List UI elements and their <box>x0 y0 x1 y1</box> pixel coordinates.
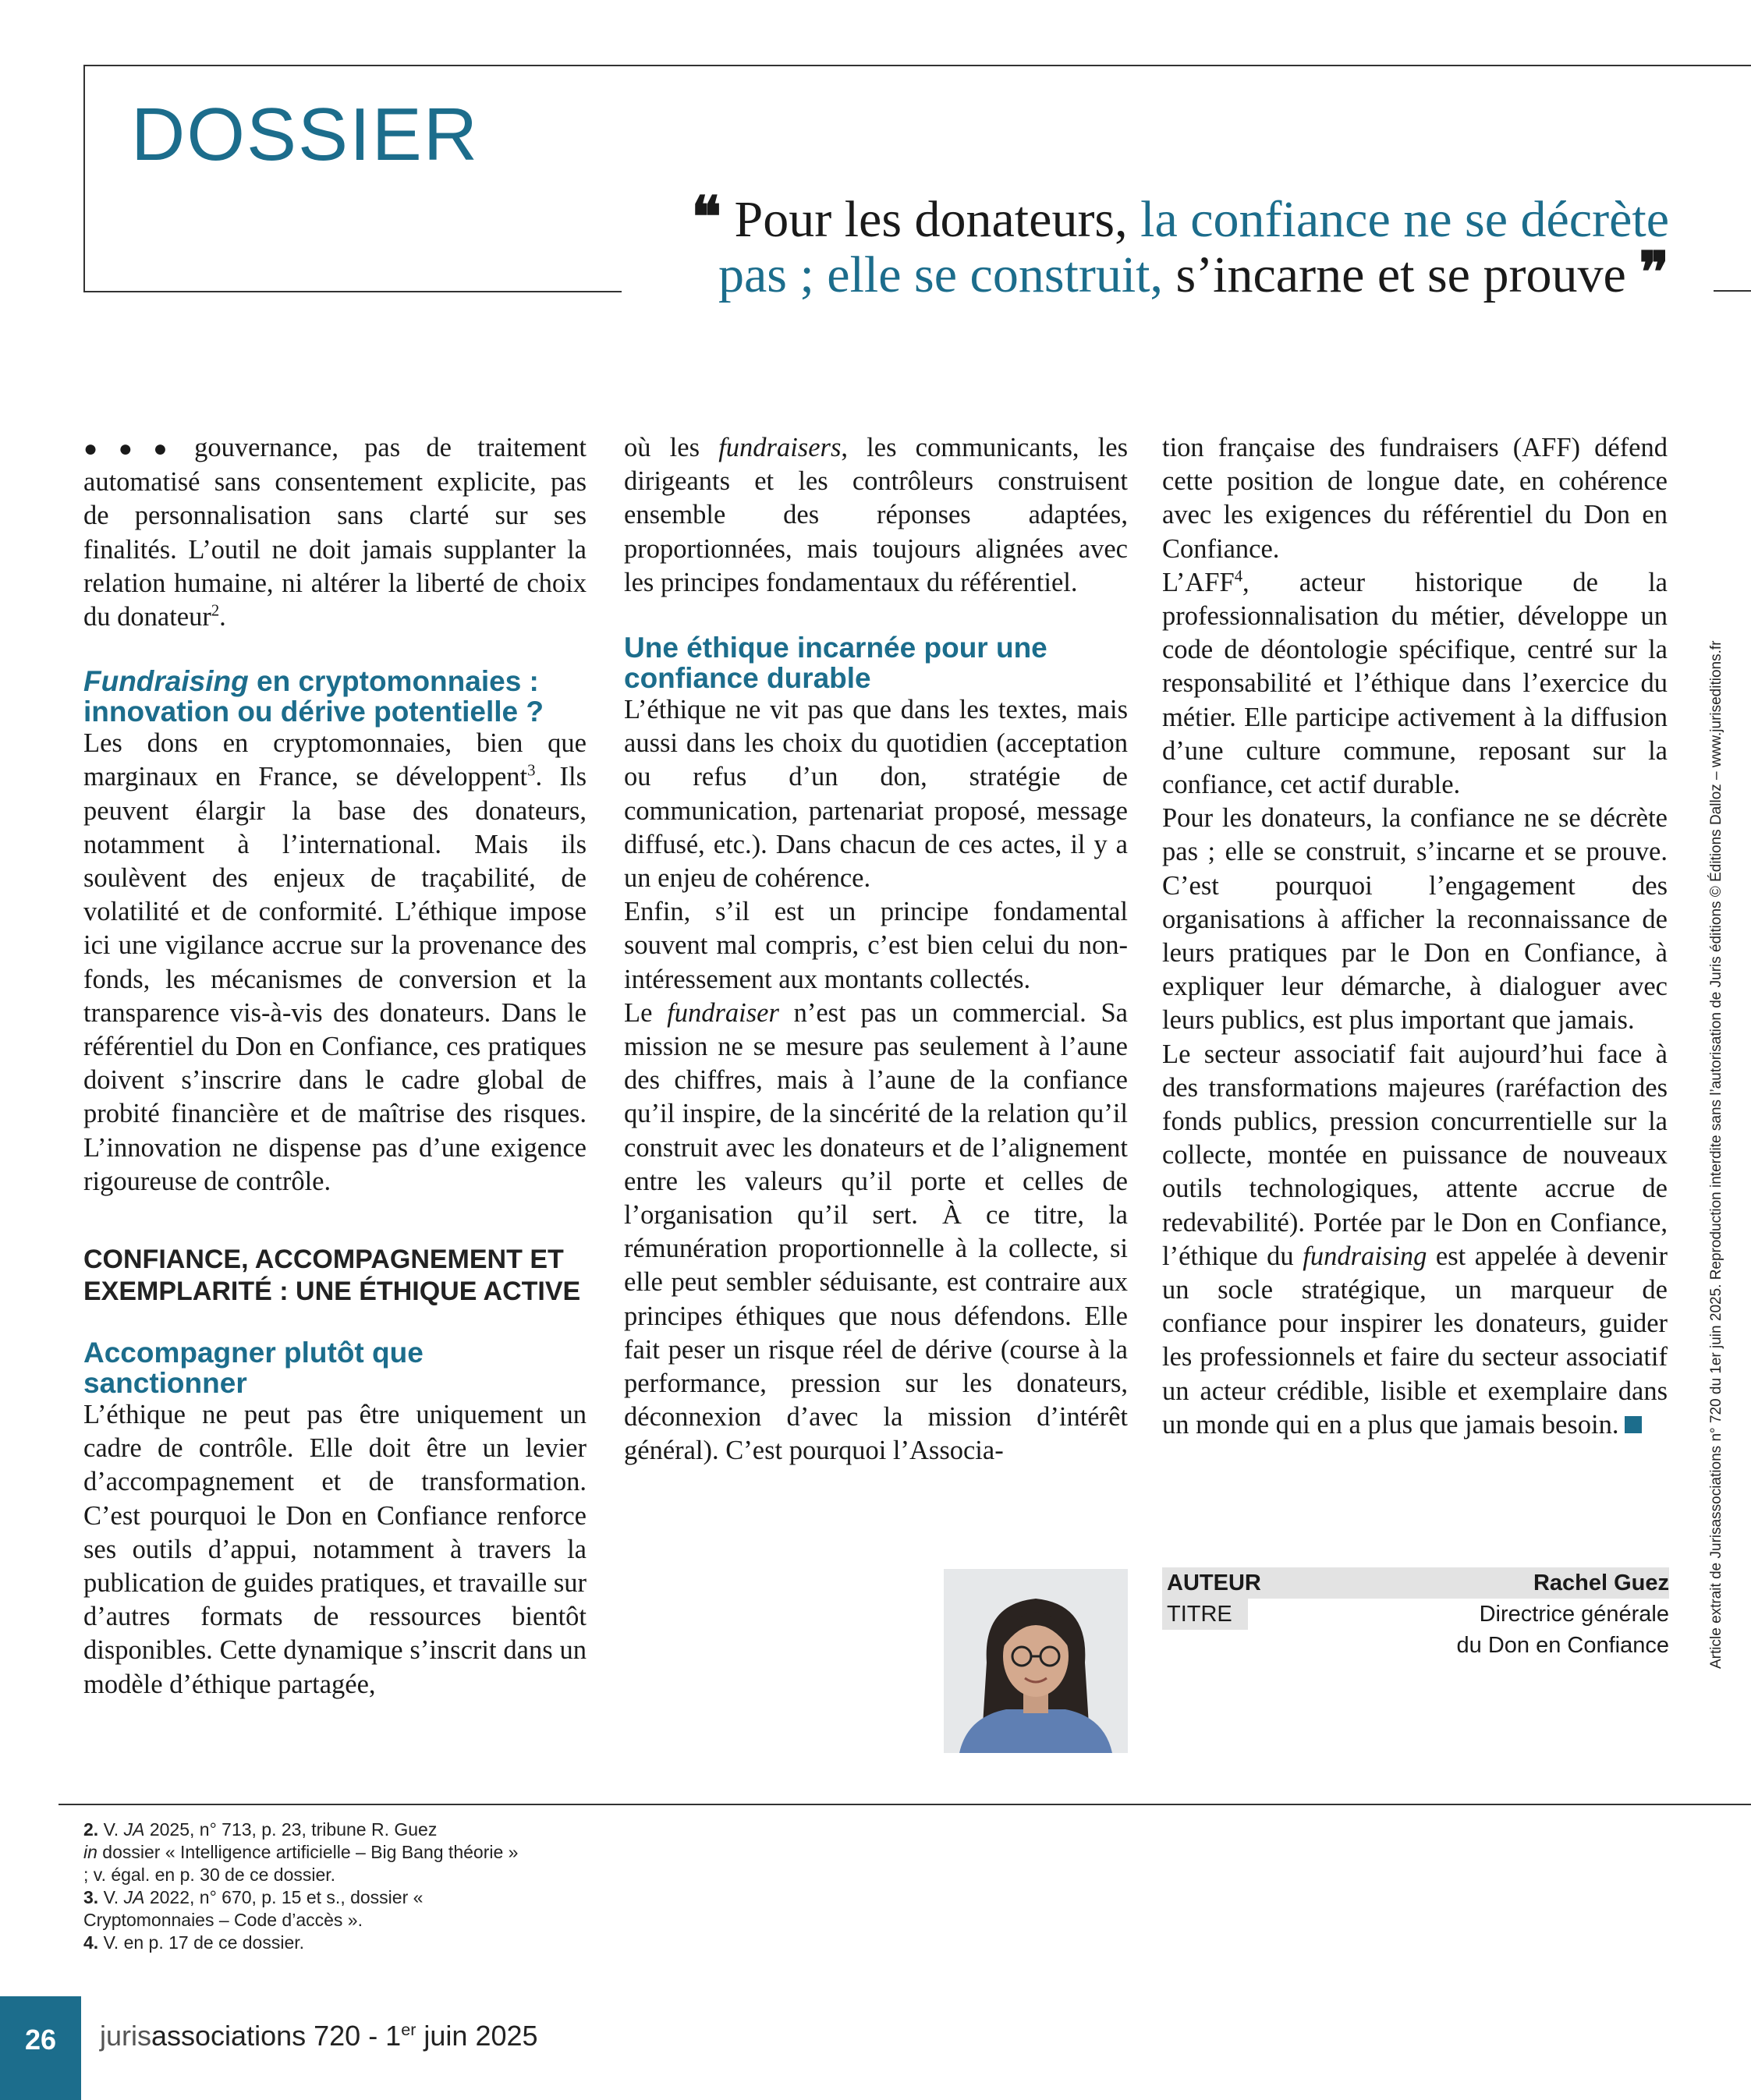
paragraph <box>624 997 1128 1468</box>
page-number: 26 <box>24 2024 57 2056</box>
paragraph-text: , acteur historique de la professionnalisation du métier, développe un code de déontologie spécifique, centré sur la responsabilité et l’éthique dans l’exercice du métier. Elle participe activement à la diffusion d’une culture commune, reposant sur la confiance, cet actif durable. <box>1162 567 1668 800</box>
paragraph: tion française des fundraisers (AFF) défend cette position de longue date, en cohérence avec les exigences du référentiel du Don en Confiance. <box>1162 433 1668 564</box>
footnotes <box>83 1818 520 1954</box>
paragraph-text: où les <box>624 433 719 462</box>
copyright-side-text: Article extrait de Jurisassociations n° 720 du 1er juin 2025. Reproduction interdite sans l’autorisation de Juris éditions © Éditions Dalloz – www.juriseditions.fr <box>1708 640 1724 1669</box>
quote-highlight: la confiance ne se décrète pas ; elle se construit, <box>718 191 1669 303</box>
footnote-ref: 2 <box>211 602 220 620</box>
article-column-1 <box>83 431 587 1702</box>
paragraph-text: n’est pas un commercial. Sa mission ne se mesure pas seulement à l’aune des chiffres, mais à l’aune de la confiance qu’il inspire, de la sincérité de la relation qu’il construit avec les donateurs et de l’alignement entre les valeurs qu’il porte et celles de l’organisation qu’il sert. À ce titre, la rémunération proportionnelle à la collecte, si elle peut sembler séduisante, est contraire aux principes éthiques que nous défendons. Elle fait peser un risque réel de dérive (course à la performance, pression sur les donateurs, déconnexion d’avec la mission d’intérêt général). C’est pourquoi l’Associa- <box>624 997 1128 1466</box>
paragraph <box>1162 566 1668 802</box>
paragraph-italic: fundraising <box>1303 1241 1427 1271</box>
author-info <box>1162 1567 1669 1661</box>
author-name: Rachel Guez <box>1533 1570 1669 1595</box>
issue-date: juin 2025 <box>416 2020 538 2052</box>
paragraph-italic: fundraisers <box>718 433 842 462</box>
paragraph <box>83 431 587 634</box>
paragraph-text: Le secteur associatif fait aujourd’hui face à des transformations majeures (raréfaction des fonds publics, pression concurrentielle sur la collecte, montée en puissance de nouveaux outils technologiques, attente accrue de redevabilité). Portée par le Don en Confiance, l’éthique du <box>1162 1039 1668 1271</box>
subheading-crypto <box>83 666 587 727</box>
footnote-text: dossier « Intelligence artificielle – Big Bang théorie » ; v. égal. en p. 30 de ce dossier. <box>83 1842 519 1885</box>
paragraph-text: Les dons en cryptomonnaies, bien que marginaux en France, se développent <box>83 728 587 792</box>
footnote-italic: in <box>83 1842 97 1862</box>
title-row <box>1162 1599 1669 1630</box>
paragraph: L’éthique ne peut pas être uniquement un cadre de contrôle. Elle doit être un levier d’accompagnement et de transformation. C’est pourquoi le Don en Confiance renforce ses outils d’appui, notamment à travers la publication de guides pratiques, et travaille sur d’autres formats de ressources bientôt disponibles. Cette dynamique s’inscrit dans un modèle d’éthique partagée, <box>83 1400 587 1699</box>
pull-quote <box>655 186 1669 304</box>
footnote-text: 2022, n° 670, p. 15 et s., dossier « Cryptomonnaies – Code d’accès ». <box>83 1887 424 1930</box>
header-frame-right-rule <box>1714 290 1751 292</box>
continuation-bullets-icon: ●●● <box>83 436 189 462</box>
paragraph-text: . <box>219 602 226 632</box>
end-of-article-icon <box>1625 1416 1642 1433</box>
footnote-rule <box>58 1804 1751 1805</box>
footnote-number: 3. <box>83 1887 99 1907</box>
footnote-text: 2025, n° 713, p. 23, tribune R. Guez <box>144 1819 438 1840</box>
paragraph: Pour les donateurs, la confiance ne se décrète pas ; elle se construit, s’incarne et se prouve. C’est pourquoi l’engagement des organisations à afficher la reconnaissance de leurs pratiques par le Don en Confiance, à expliquer leur démarche, à dialoguer avec leurs publics, est plus important que jamais. <box>1162 803 1668 1036</box>
footnote-italic: JA <box>123 1819 145 1840</box>
quote-part-3: s’incarne et se prouve <box>1163 246 1626 303</box>
footnote-text: V. <box>98 1819 124 1840</box>
footnote-4 <box>83 1932 520 1954</box>
journal-prefix: juris <box>100 2020 152 2052</box>
subheading-italic: Fundraising <box>83 665 249 698</box>
article-column-2 <box>624 431 1128 1468</box>
paragraph: Enfin, s’il est un principe fondamental souvent mal compris, c’est bien celui du non-intéressement aux montants collectés. <box>624 897 1128 994</box>
open-quote-mark: ❝ <box>691 186 722 249</box>
header-frame-bottom-rule <box>83 291 622 292</box>
footnote-number: 2. <box>83 1819 99 1840</box>
header-frame-left-rule <box>83 65 85 291</box>
paragraph <box>83 727 587 1199</box>
page-number-box <box>0 1996 81 2100</box>
paragraph-text: L’AFF <box>1162 567 1235 597</box>
issue-superscript: er <box>401 2020 416 2039</box>
footnote-3 <box>83 1886 520 1932</box>
author-label: AUTEUR <box>1167 1570 1261 1595</box>
footnote-2 <box>83 1818 520 1886</box>
paragraph-text: Le <box>624 997 668 1028</box>
section-title: DOSSIER <box>131 93 480 176</box>
section-heading: CONFIANCE, ACCOMPAGNEMENT ET EXEMPLARITÉ : UNE ÉTHIQUE ACTIVE <box>83 1245 581 1307</box>
paragraph-text: est appelée à devenir un socle stratégique, un marqueur de confiance pour inspirer les donateurs, guider les professionnels et faire du secteur associatif un acteur crédible, lisible et exemplaire dans un monde qui en a plus que jamais besoin. <box>1162 1241 1668 1440</box>
footnote-italic: JA <box>123 1887 145 1907</box>
header-frame-top-rule <box>83 65 1751 66</box>
paragraph <box>624 431 1128 600</box>
article-column-3 <box>1162 431 1668 1442</box>
title-label: TITRE <box>1162 1599 1248 1630</box>
paragraph-italic: fundraiser <box>667 997 779 1028</box>
footnote-ref: 4 <box>1234 568 1243 586</box>
subheading-accompagner: Accompagner plutôt que sanctionner <box>83 1337 424 1400</box>
author-row <box>1162 1567 1669 1599</box>
paragraph-text: . Ils peuvent élargir la base des donateurs, notamment à l’international. Mais ils soulèvent des enjeux de traçabilité, de volatilité et de conformité. L’éthique impose ici une vigilance accrue sur la provenance des fonds, les mécanismes de conversion et la transparence vis-à-vis des donateurs. Dans le référentiel du Don en Confiance, ces pratiques doivent s’inscrire dans le cadre global de probité financière et de maîtrise des risques. L’innovation ne dispense pas d’une exigence rigoureuse de contrôle. <box>83 762 587 1196</box>
subheading-ethique: Une éthique incarnée pour une confiance durable <box>624 632 1047 695</box>
paragraph-text: gouvernance, pas de traitement automatisé sans consentement explicite, pas de personnalisation sans clarté sur ses finalités. L’outil ne doit jamais supplanter la relation humaine, ni altérer la liberté de choix du donateur <box>83 433 587 632</box>
footnote-text: V. en p. 17 de ce dossier. <box>98 1932 305 1953</box>
author-photo <box>944 1569 1128 1753</box>
footnote-text: V. <box>98 1887 124 1907</box>
author-title-line-2: du Don en Confiance <box>1456 1633 1669 1658</box>
close-quote-mark: ❞ <box>1639 242 1669 304</box>
paragraph-text: , les communicants, les dirigeants et les contrôleurs construisent ensemble des réponses adaptées, proportionnées, mais toujours alignées avec les principes fondamentaux du référentiel. <box>624 433 1129 597</box>
author-title-line-1: Directrice générale <box>1479 1601 1669 1627</box>
quote-part-1: Pour les donateurs, <box>734 191 1141 248</box>
subheading-text: en cryptomonnaies : innovation ou dérive potentielle ? <box>83 665 544 728</box>
paragraph: L’éthique ne vit pas que dans les textes, mais aussi dans les choix du quotidien (acceptation ou refus d’un don, stratégie de communication, partenariat proposé, message diffusé, etc.). Dans chacun de ces actes, il y a un enjeu de cohérence. <box>624 695 1128 894</box>
footnote-number: 4. <box>83 1932 99 1953</box>
paragraph <box>1162 1038 1668 1442</box>
journal-name: associations 720 - 1 <box>151 2020 402 2052</box>
author-portrait-icon <box>944 1569 1128 1753</box>
journal-footer <box>100 2020 538 2052</box>
footnote-ref: 3 <box>527 762 536 780</box>
